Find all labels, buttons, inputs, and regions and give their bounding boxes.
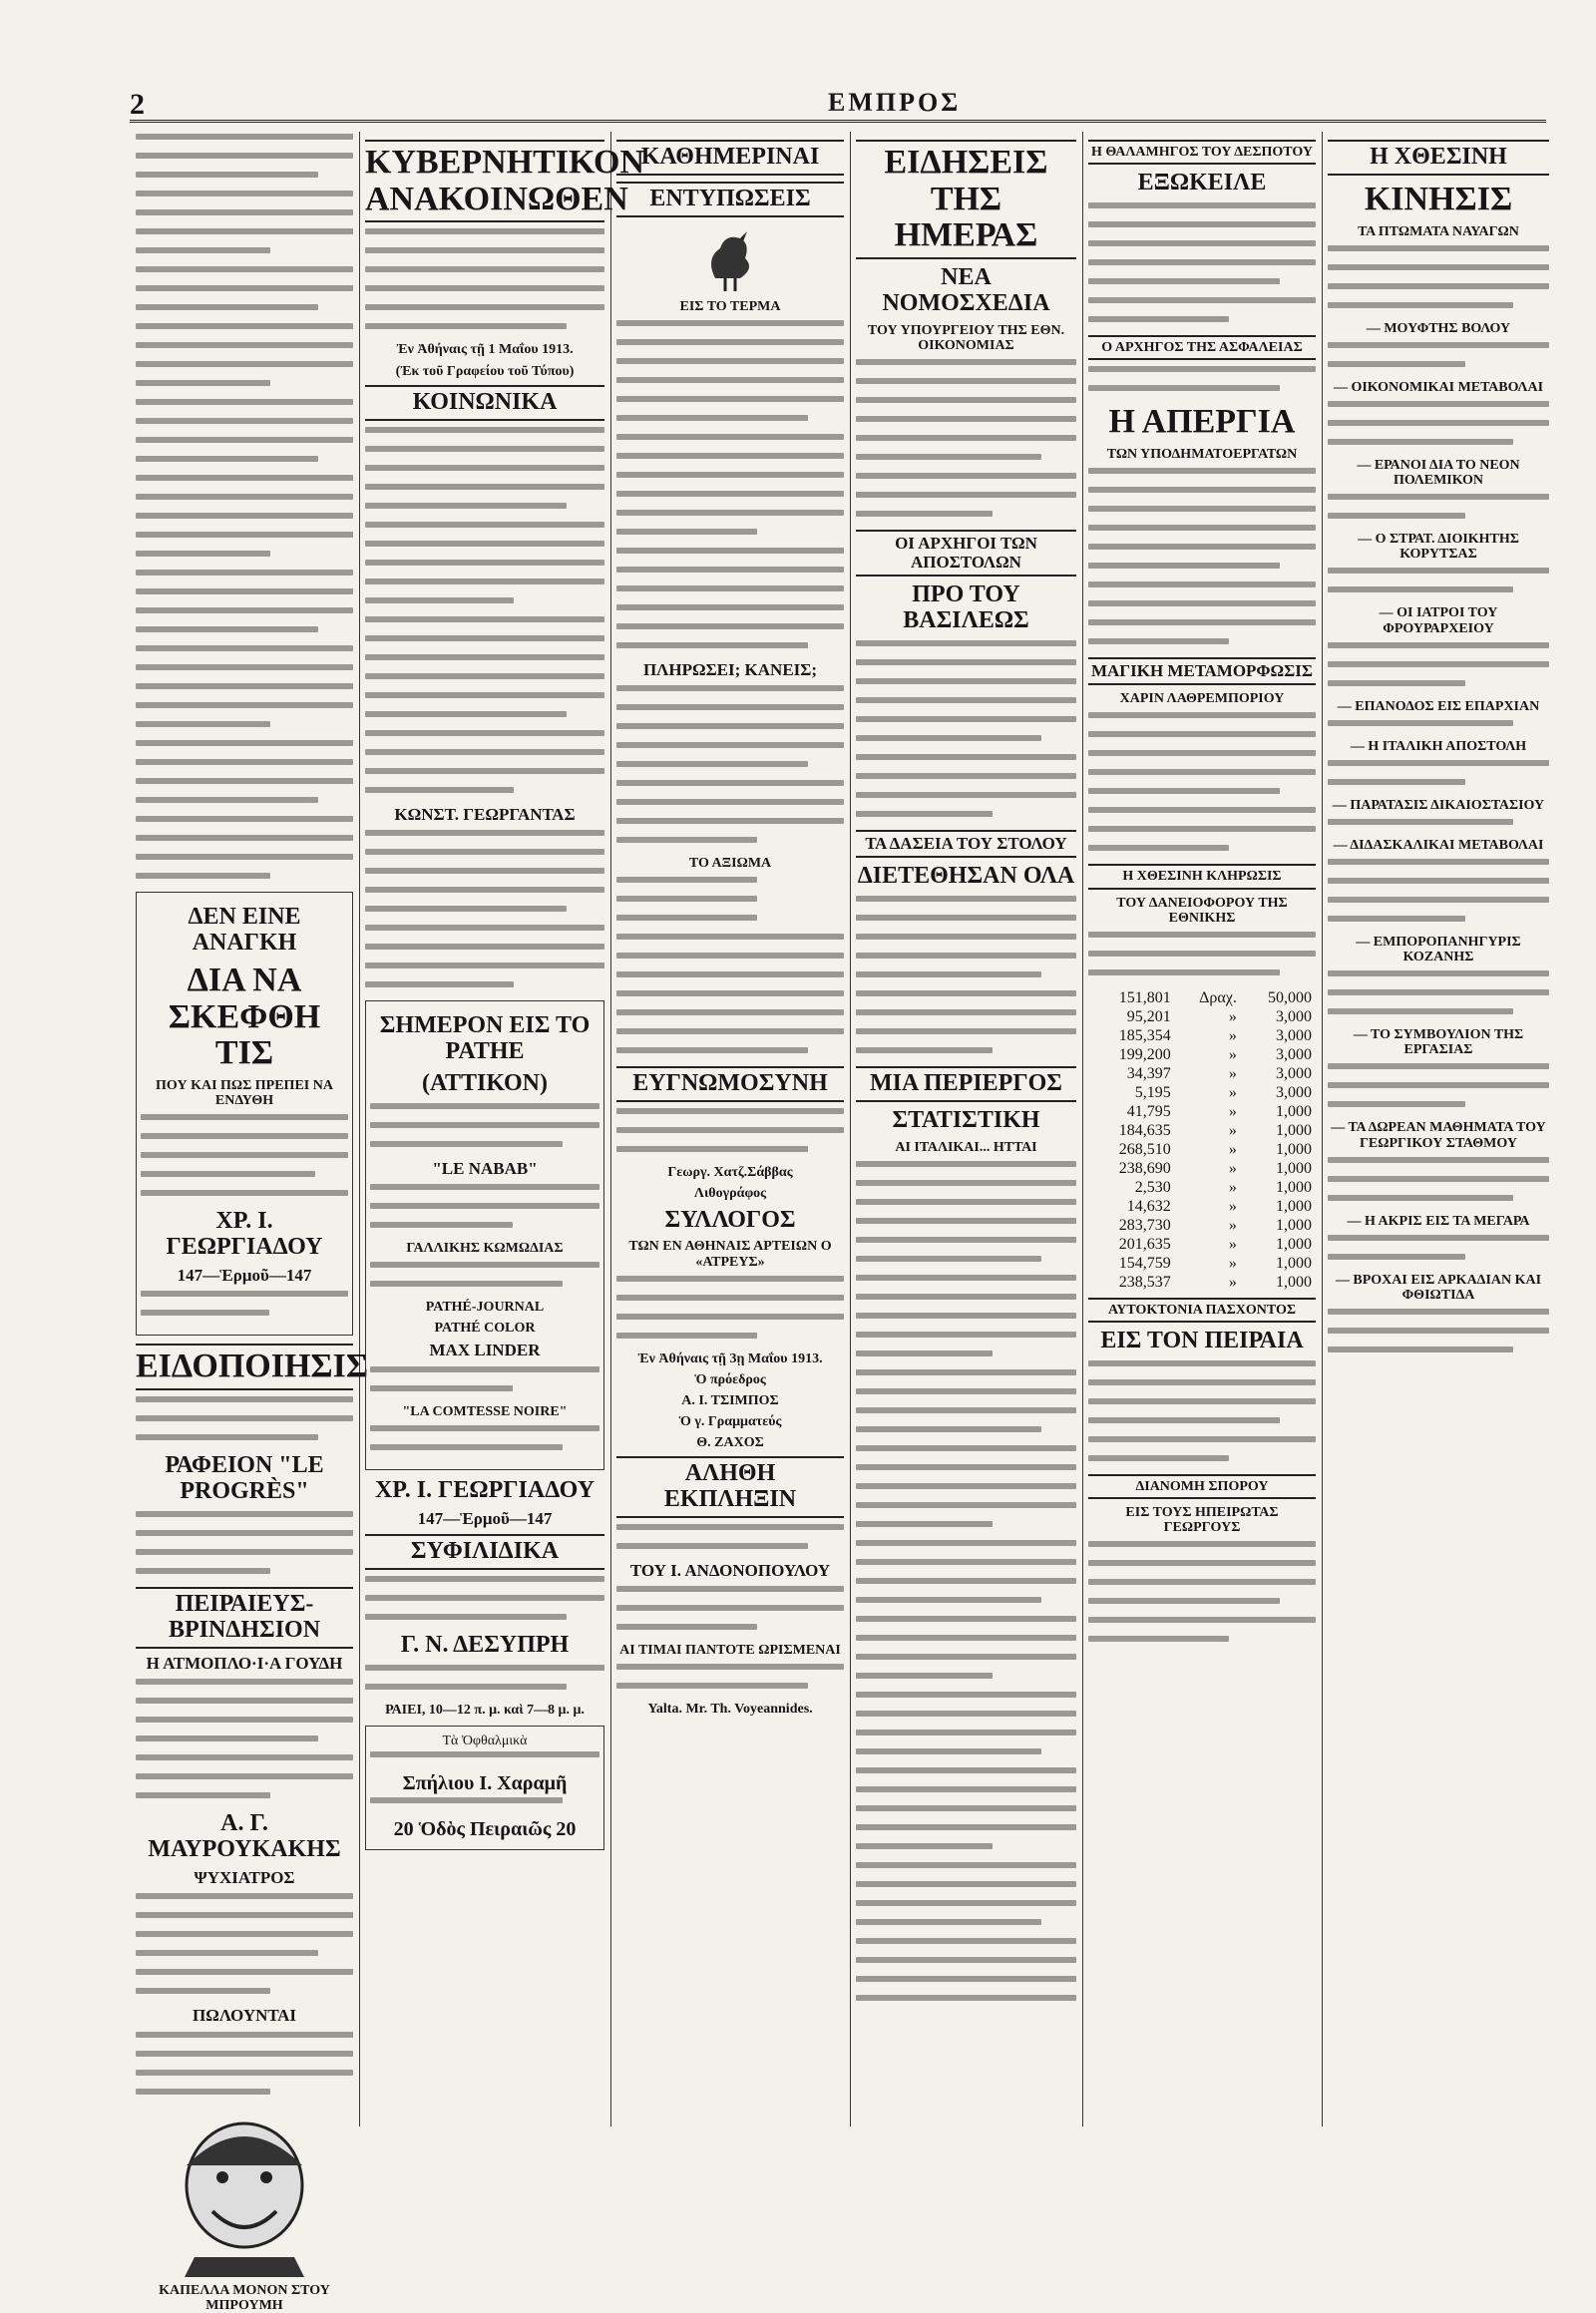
signature-role: Λιθογράφος bbox=[693, 1186, 767, 1202]
lottery-unit: » bbox=[1228, 1178, 1237, 1196]
lottery-number: 199,200 bbox=[1118, 1045, 1171, 1063]
news-item-title: — ΕΜΠΟΡΟΠΑΝΗΓΥΡΙΣ ΚΟΖΑΝΗΣ bbox=[1356, 935, 1521, 965]
lottery-number: 238,537 bbox=[1118, 1273, 1171, 1291]
news-item-title: ΤΑ ΠΤΩΜΑΤΑ ΝΑΥΑΓΩΝ bbox=[1358, 223, 1519, 239]
section-title: ΑΛΗΘΗ ΕΚΠΛΗΞΙΝ bbox=[616, 1456, 844, 1518]
column-6 bbox=[1328, 134, 1549, 2168]
club-president-label: Ὁ πρόεδρος bbox=[694, 1371, 766, 1387]
lottery-row bbox=[1088, 1102, 1316, 1121]
ad-address: 20 Ὁδὸς Πειραιῶς 20 bbox=[393, 1817, 577, 1840]
news-item-title: — ΠΑΡΑΤΑΣΙΣ ΔΙΚΑΙΟΣΤΑΣΙΟΥ bbox=[1332, 797, 1545, 813]
column-title-bottom: ΚΙΝΗΣΙΣ bbox=[1364, 180, 1513, 217]
lottery-number: 5,195 bbox=[1134, 1083, 1171, 1101]
lottery-amount: 1,000 bbox=[1276, 1216, 1312, 1234]
lottery-unit: » bbox=[1228, 1045, 1237, 1063]
section-title: ΣΥΛΛΟΓΟΣ bbox=[664, 1206, 796, 1233]
column-3 bbox=[616, 134, 844, 2168]
column-divider bbox=[359, 132, 360, 2126]
column-divider bbox=[610, 132, 611, 2126]
lottery-row bbox=[1088, 1140, 1316, 1159]
lottery-number: 41,795 bbox=[1126, 1102, 1171, 1120]
lottery-row bbox=[1088, 1178, 1316, 1197]
news-item-title: — ΔΙΔΑΣΚΑΛΙΚΑΙ ΜΕΤΑΒΟΛΑΙ bbox=[1333, 837, 1544, 853]
lottery-amount: 3,000 bbox=[1276, 1064, 1312, 1082]
subhead: ΠΛΗΡΩΣΕΙ; ΚΑΝΕΙΣ; bbox=[642, 659, 818, 679]
lottery-amount: 3,000 bbox=[1276, 1083, 1312, 1101]
club-secretary-name: Θ. ΖΑΧΟΣ bbox=[696, 1435, 764, 1451]
subhead: ΤΟΥ ΥΠΟΥΡΓΕΙΟΥ ΤΗΣ ΕΘΝ. ΟΙΚΟΝΟΜΙΑΣ bbox=[867, 322, 1065, 354]
rooster-emblem bbox=[695, 223, 765, 293]
column-title-top: ΚΑΘΗΜΕΡΙΝΑΙ bbox=[616, 140, 844, 176]
news-item-title: — ΕΠΑΝΟΔΟΣ ΕΙΣ ΕΠΑΡΧΙΑΝ bbox=[1337, 698, 1540, 714]
lottery-unit: » bbox=[1228, 1159, 1237, 1177]
lottery-amount: 50,000 bbox=[1268, 988, 1312, 1006]
ad-headline: Τὰ Ὀφθαλμικὰ bbox=[442, 1733, 528, 1748]
lottery-unit: » bbox=[1228, 1140, 1237, 1158]
column-2 bbox=[365, 134, 645, 2168]
ad-address: 147—Ἑρμοῦ—147 bbox=[417, 1508, 553, 1528]
section-title: ΑΥΤΟΚΤΟΝΙΑ ΠΑΣΧΟΝΤΟΣ bbox=[1088, 1298, 1316, 1323]
subhead: ΕΙΣ ΤΟΥΣ ΗΠΕΙΡΩΤΑΣ ΓΕΩΡΓΟΥΣ bbox=[1125, 1504, 1279, 1535]
ad-journal: PATHÉ-JOURNAL bbox=[425, 1300, 545, 1316]
ad-color: PATHÉ COLOR bbox=[434, 1321, 536, 1337]
column-1 bbox=[136, 134, 369, 2313]
subhead: ΕΙΣ ΤΟΝ ΠΕΙΡΑΙΑ bbox=[1100, 1327, 1304, 1353]
section-title: ΔΙΑΝΟΜΗ ΣΠΟΡΟΥ bbox=[1088, 1474, 1316, 1499]
lottery-unit: » bbox=[1228, 1121, 1237, 1139]
subhead: ΤΩΝ ΕΝ ΑΘΗΝΑΙΣ ΑΡΤΕΙΩΝ Ο «ΑΤΡΕΥΣ» bbox=[628, 1239, 832, 1270]
ad-headline-large: ΔΙΑ ΝΑ ΣΚΕΦΘΗ ΤΙΣ bbox=[168, 961, 321, 1072]
clothing-ad bbox=[136, 892, 353, 1336]
subhead: ΧΑΡΙΝ ΛΑΘΡΕΜΠΟΡΙΟΥ bbox=[1119, 691, 1285, 707]
news-item-title: — ΜΟΥΦΤΗΣ ΒΟΛΟΥ bbox=[1366, 320, 1511, 336]
ad-actor: MAX LINDER bbox=[429, 1341, 541, 1360]
lottery-row bbox=[1088, 988, 1316, 1007]
lottery-unit: » bbox=[1228, 1064, 1237, 1082]
subhead: ΕΞΩΚΕΙΛΕ bbox=[1137, 170, 1267, 196]
lottery-row bbox=[1088, 1273, 1316, 1292]
section-title: ΠΕΙΡΑΙΕΥΣ-ΒΡΙΝΔΗΣΙΟΝ bbox=[136, 1587, 353, 1649]
news-item-title: — ΤΑ ΔΩΡΕΑΝ ΜΑΘΗΜΑΤΑ ΤΟΥ ΓΕΩΡΓΙΚΟΥ ΣΤΑΘΜΟΥ bbox=[1331, 1120, 1546, 1151]
news-item-title: — Η ΑΚΡΙΣ ΕΙΣ ΤΑ ΜΕΓΑΡΑ bbox=[1347, 1213, 1530, 1229]
lottery-results-table bbox=[1088, 988, 1316, 1292]
section-title: ΜΑΓΙΚΗ ΜΕΤΑΜΟΡΦΩΣΙΣ bbox=[1088, 657, 1316, 685]
news-item-title: — ΟΙΚΟΝΟΜΙΚΑΙ ΜΕΤΑΒΟΛΑΙ bbox=[1333, 379, 1544, 395]
section-title: ΕΙΣ ΤΟ ΤΕΡΜΑ bbox=[679, 298, 781, 314]
lottery-unit: Δραχ. bbox=[1199, 988, 1237, 1006]
ad-headline: ΣΗΜΕΡΟΝ ΕΙΣ ΤΟ PATHE bbox=[379, 1011, 591, 1064]
column-divider bbox=[1082, 132, 1083, 2126]
news-item-title: — Ο ΣΤΡΑΤ. ΔΙΟΙΚΗΤΗΣ ΚΟΡΥΤΣΑΣ bbox=[1358, 532, 1519, 563]
lottery-number: 201,635 bbox=[1118, 1235, 1171, 1253]
lottery-row bbox=[1088, 1216, 1316, 1235]
section-title: ΚΟΙΝΩΝΙΚΑ bbox=[365, 385, 604, 421]
section-title-2: ΣΤΑΤΙΣΤΙΚΗ bbox=[892, 1106, 1040, 1133]
lottery-unit: » bbox=[1228, 1026, 1237, 1044]
lottery-row bbox=[1088, 1045, 1316, 1064]
ad-brand: ΧΡ. Ι. ΓΕΩΡΓΙΑΔΟΥ bbox=[166, 1208, 323, 1261]
section-title: ΕΙΔΟΠΟΙΗΣΙΣ bbox=[136, 1344, 353, 1390]
column-title-bottom: ΕΝΤΥΠΩΣΕΙΣ bbox=[616, 182, 844, 217]
ad-brand: Α. Γ. ΜΑΥΡΟΥΚΑΚΗΣ bbox=[148, 1810, 341, 1862]
lottery-amount: 1,000 bbox=[1276, 1273, 1312, 1291]
ad-comedy: ΓΑΛΛΙΚΗΣ ΚΩΜΩΔΙΑΣ bbox=[406, 1241, 564, 1256]
section-title: ΟΙ ΑΡΧΗΓΟΙ ΤΩΝ ΑΠΟΣΤΟΛΩΝ bbox=[856, 530, 1076, 577]
lottery-number: 283,730 bbox=[1118, 1216, 1171, 1234]
lottery-unit: » bbox=[1228, 1254, 1237, 1272]
signature: Γεωργ. Χατζ.Σάββας bbox=[667, 1165, 793, 1181]
ad-headline: ΡΑΦΕΙΟΝ "LE PROGRÈS" bbox=[165, 1452, 324, 1504]
ad-brand: ΧΡ. Ι. ΓΕΩΡΓΙΑΔΟΥ bbox=[374, 1476, 596, 1503]
lottery-number: 238,690 bbox=[1118, 1159, 1171, 1177]
ad-brand: ΤΟΥ Ι. ΑΝΔΟΝΟΠΟΥΛΟΥ bbox=[629, 1561, 831, 1580]
ad-subline: Η ΑΤΜΟΠΛΟ·Ι·Α ΓΟΥΔΗ bbox=[146, 1653, 343, 1673]
column-4 bbox=[856, 134, 1076, 2168]
ad-brand: Σπήλιου Ι. Χαραμῆ bbox=[402, 1771, 568, 1794]
lottery-row bbox=[1088, 1007, 1316, 1026]
lottery-unit: » bbox=[1228, 1235, 1237, 1253]
news-item-title: — ΤΟ ΣΥΜΒΟΥΛΙΟΝ ΤΗΣ ΕΡΓΑΣΙΑΣ bbox=[1353, 1027, 1524, 1058]
dateline: Ἐν Ἀθήναις τῇ 3ῃ Μαΐου 1913. bbox=[637, 1350, 823, 1366]
lottery-row bbox=[1088, 1083, 1316, 1102]
lottery-amount: 1,000 bbox=[1276, 1235, 1312, 1253]
club-president-name: Α. Ι. ΤΣΙΜΠΟΣ bbox=[681, 1392, 779, 1408]
ad-headline: ΔΕΝ ΕΙΝΕ ΑΝΑΓΚΗ bbox=[188, 904, 301, 956]
lottery-row bbox=[1088, 1026, 1316, 1045]
ad-brand: Γ. Ν. ΔΕΣΥΠΡΗ bbox=[400, 1631, 570, 1658]
section-title: Ο ΑΡΧΗΓΟΣ ΤΗΣ ΑΣΦΑΛΕΙΑΣ bbox=[1088, 335, 1316, 360]
section-title: ΕΥΓΝΩΜΟΣΥΝΗ bbox=[616, 1066, 844, 1102]
lottery-amount: 1,000 bbox=[1276, 1197, 1312, 1215]
column-5 bbox=[1088, 134, 1316, 2168]
subhead: ΠΡΟ ΤΟΥ ΒΑΣΙΛΕΩΣ bbox=[903, 580, 1029, 633]
prices-line: ΑΙ ΤΙΜΑΙ ΠΑΝΤΟΤΕ ΩΡΙΣΜΕΝΑΙ bbox=[619, 1643, 841, 1659]
lottery-row bbox=[1088, 1159, 1316, 1178]
lottery-number: 154,759 bbox=[1118, 1254, 1171, 1272]
subhead: ΔΙΕΤΕΘΗΣΑΝ ΟΛΑ bbox=[857, 863, 1075, 890]
section-title: Η ΑΠΕΡΓΙΑ bbox=[1108, 403, 1296, 441]
page-number: 2 bbox=[130, 88, 145, 121]
contact-address: Yalta. Mr. Th. Voyeannides. bbox=[647, 1702, 813, 1718]
column-title: ΕΙΔΗΣΕΙΣ ΤΗΣ ΗΜΕΡΑΣ bbox=[856, 140, 1076, 259]
lottery-number: 184,635 bbox=[1118, 1121, 1171, 1139]
lottery-unit: » bbox=[1228, 1197, 1237, 1215]
lottery-number: 185,354 bbox=[1118, 1026, 1171, 1044]
news-item-title: — Η ΙΤΑΛΙΚΗ ΑΠΟΣΤΟΛΗ bbox=[1350, 738, 1527, 754]
club-secretary-label: Ὁ γ. Γραμματεύς bbox=[678, 1413, 782, 1429]
news-item-title: — ΕΡΑΝΟΙ ΔΙΑ ΤΟ ΝΕΟΝ ΠΟΛΕΜΙΚΟΝ bbox=[1357, 457, 1520, 489]
lottery-number: 95,201 bbox=[1126, 1007, 1171, 1025]
subhead: ΤΟ ΑΞΙΩΜΑ bbox=[688, 856, 772, 872]
caricature-illustration bbox=[155, 2108, 334, 2277]
masthead-rule bbox=[130, 120, 1546, 123]
subhead: ΤΟΥ ΔΑΝΕΙΟΦΟΡΟΥ ΤΗΣ ΕΘΝΙΚΗΣ bbox=[1116, 895, 1288, 926]
section-title: ΜΙΑ ΠΕΡΙΕΡΓΟΣ bbox=[856, 1066, 1076, 1102]
cinema-ad bbox=[365, 1000, 604, 1470]
lottery-amount: 1,000 bbox=[1276, 1254, 1312, 1272]
lottery-amount: 1,000 bbox=[1276, 1121, 1312, 1139]
lottery-number: 2,530 bbox=[1134, 1178, 1171, 1196]
column-divider bbox=[1322, 132, 1323, 2126]
lottery-row bbox=[1088, 1197, 1316, 1216]
subhead: ΤΩΝ ΥΠΟΔΗΜΑΤΟΕΡΓΑΤΩΝ bbox=[1106, 446, 1298, 462]
lottery-unit: » bbox=[1228, 1102, 1237, 1120]
lottery-row bbox=[1088, 1254, 1316, 1273]
dateline: Ἐν Ἀθήναις τῇ 1 Μαΐου 1913. bbox=[396, 342, 574, 358]
subhead: ΑΙ ΙΤΑΛΙΚΑΙ... ΗΤΤΑΙ bbox=[895, 1139, 1037, 1155]
lottery-unit: » bbox=[1228, 1083, 1237, 1101]
lottery-unit: » bbox=[1228, 1007, 1237, 1025]
column-title-top: Η ΧΘΕΣΙΝΗ bbox=[1328, 140, 1549, 176]
paper-name: ΕΜΠΡΟΣ bbox=[828, 88, 962, 117]
lottery-unit: » bbox=[1228, 1216, 1237, 1234]
lottery-amount: 3,000 bbox=[1276, 1007, 1312, 1025]
ad-address: 147—Ἑρμοῦ—147 bbox=[177, 1266, 312, 1285]
lottery-amount: 1,000 bbox=[1276, 1178, 1312, 1196]
lottery-amount: 3,000 bbox=[1276, 1045, 1312, 1063]
lottery-amount: 1,000 bbox=[1276, 1102, 1312, 1120]
lottery-amount: 1,000 bbox=[1276, 1140, 1312, 1158]
section-title: Η ΘΑΛΑΜΗΓΟΣ ΤΟΥ ΔΕΣΠΟΤΟΥ bbox=[1088, 140, 1316, 165]
source-line: (Ἐκ τοῦ Γραφείου τοῦ Τύπου) bbox=[395, 363, 575, 379]
masthead bbox=[130, 88, 1546, 122]
ad-subline: ΠΟΥ ΚΑΙ ΠΩΣ ΠΡΕΠΕΙ ΝΑ ΕΝΔΥΘΗ bbox=[156, 1077, 333, 1109]
lottery-row bbox=[1088, 1235, 1316, 1254]
lottery-amount: 1,000 bbox=[1276, 1159, 1312, 1177]
section-title: ΣΥΦΙΛΙΔΙΚΑ bbox=[365, 1534, 604, 1570]
ad-headline: ΠΩΛΟΥΝΤΑΙ bbox=[193, 2006, 296, 2026]
lottery-number: 151,801 bbox=[1118, 988, 1171, 1006]
news-item-title: — ΟΙ ΙΑΤΡΟΙ ΤΟΥ ΦΡΟΥΡΑΡΧΕΙΟΥ bbox=[1379, 605, 1498, 636]
ad-subline: (ΑΤΤΙΚΟΝ) bbox=[422, 1069, 548, 1096]
section-title: ΝΕΑ ΝΟΜΟΣΧΕΔΙΑ bbox=[882, 264, 1050, 317]
ad-feature: "LA COMTESSE NOIRE" bbox=[402, 1403, 568, 1419]
ad-subline: ΨΥΧΙΑΤΡΟΣ bbox=[194, 1867, 295, 1887]
cartoon-caption: ΚΑΠΕΛΛΑ ΜΟΝΟΝ ΣΤΟΥ ΜΠΡΟΥΜΗ bbox=[159, 2282, 330, 2313]
lottery-row bbox=[1088, 1064, 1316, 1083]
ad-play: "LE NABAB" bbox=[432, 1158, 538, 1178]
lottery-number: 14,632 bbox=[1126, 1197, 1171, 1215]
lottery-number: 34,397 bbox=[1126, 1064, 1171, 1082]
text-block bbox=[136, 134, 353, 879]
section-title: Η ΧΘΕΣΙΝΗ ΚΛΗΡΩΣΙΣ bbox=[1088, 864, 1316, 889]
government-announcement-title: ΚΥΒΕΡΝΗΤΙΚΟΝ ΑΝΑΚΟΙΝΩΘΕΝ bbox=[365, 140, 604, 222]
lottery-amount: 3,000 bbox=[1276, 1026, 1312, 1044]
column-divider bbox=[850, 132, 851, 2126]
lottery-unit: » bbox=[1228, 1273, 1237, 1291]
eye-clinic-ad bbox=[365, 1726, 604, 1850]
news-item-title: — ΒΡΟΧΑΙ ΕΙΣ ΑΡΚΑΔΙΑΝ ΚΑΙ ΦΘΙΩΤΙΔΑ bbox=[1335, 1272, 1542, 1303]
lottery-number: 268,510 bbox=[1118, 1140, 1171, 1158]
doctor-name: ΚΩΝΣΤ. ΓΕΩΡΓΑΝΤΑΣ bbox=[394, 804, 576, 824]
section-title: ΤΑ ΔΑΣΕΙΑ ΤΟΥ ΣΤΟΛΟΥ bbox=[856, 830, 1076, 858]
ad-address: ΡΑΙΕΙ, 10—12 π. μ. καὶ 7—8 μ. μ. bbox=[385, 1702, 585, 1718]
lottery-row bbox=[1088, 1121, 1316, 1140]
